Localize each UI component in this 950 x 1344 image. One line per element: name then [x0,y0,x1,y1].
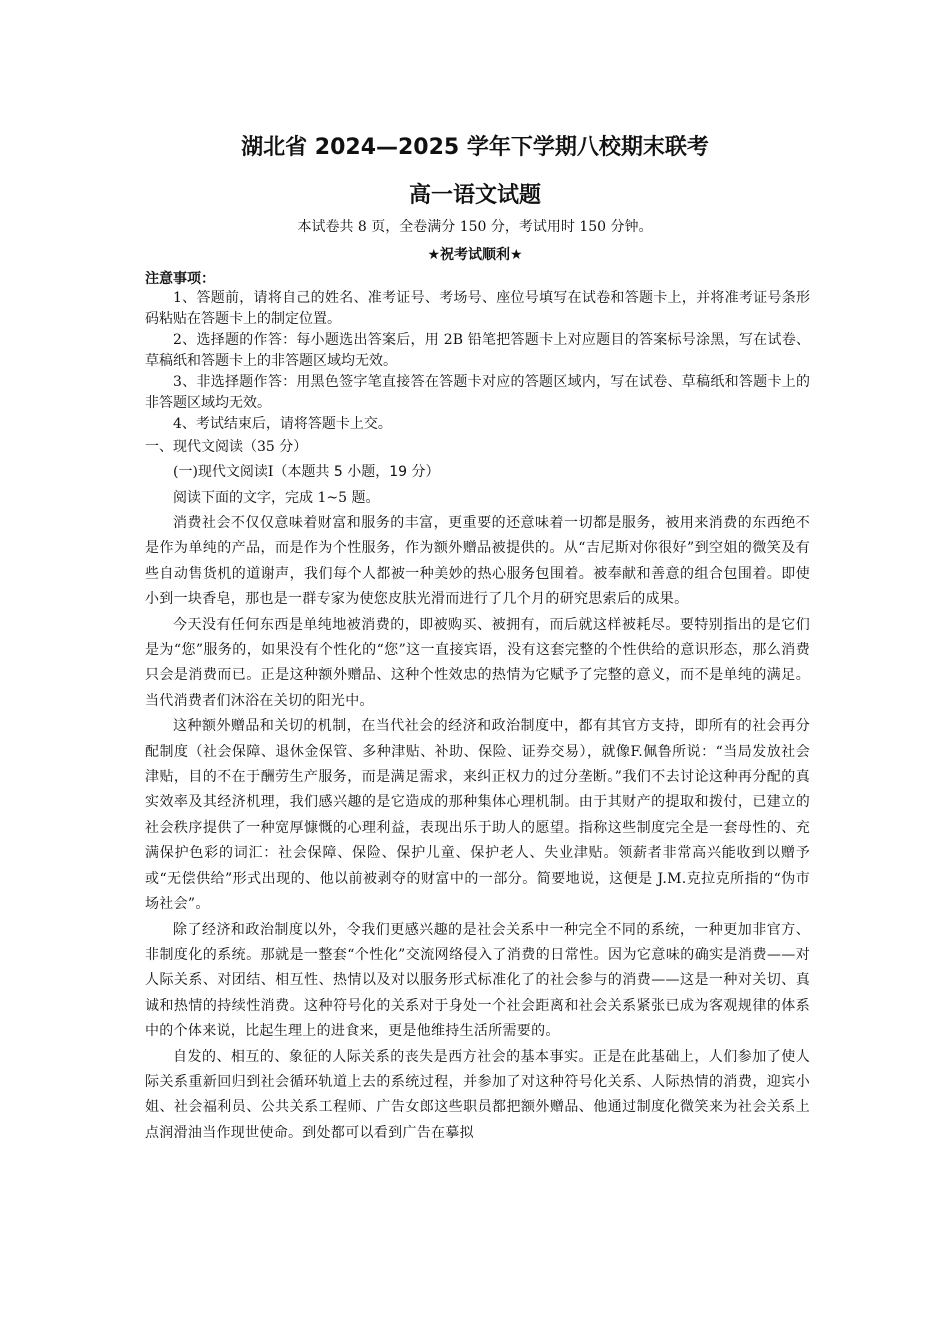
passage-paragraph: 除了经济和政治制度以外，令我们更感兴趣的是社会关系中一种完全不同的系统，一种更加非官方、非制度化的系统。那就是一整套“个性化”交流网络侵入了消费的日常性。因为它意味的确实是消费——对人际关系、对团结、相互性、热情以及对以服务形式标准化了的社会参与的消费——这是一种对关切、真诚和热情的持续性消费。这种符号化的关系对于身处一个社会距离和社会关系紧张已成为客观规律的体系中的个体来说，比起生理上的进食来，更是他维持生活所需要的。 [145,921,810,1040]
notes-heading: 注意事项： [145,271,215,287]
exam-info: 本试卷共 8 页，全卷满分 150 分，考试用时 150 分钟。 [297,219,653,235]
exam-subtitle: 高一语文试题 [408,183,541,208]
exam-wish: ★祝考试顺利★ [427,247,523,263]
passage-paragraph: 这种额外赠品和关切的机制，在当代社会的经济和政治制度中，都有其官方支持，即所有的社会再分配制度（社会保障、退休金保管、多种津贴、补助、保险、证券交易），就像F.佩鲁所说：“当局发放社会津贴，目的不在于酬劳生产服务，而是满足需求，来纠正权力的过分垄断。”我们不去讨论这种再分配的真实效率及其经济机理，我们感兴趣的是它造成的那种集体心理机制。由于其财产的提取和拨付，已建立的社会秩序提供了一种宽厚慷慨的心理利益，表现出乐于助人的愿望。指称这些制度完全是一套母性的、充满保护色彩的词汇：社会保障、保险、保护儿童、保护老人、失业津贴。领薪者非常高兴能收到以赠予或“无偿供给”形式出现的、他以前被剥夺的财富中的一部分。简要地说，这便是 J.M.克拉克所指的“伪市场社会”。 [145,718,810,913]
note-item: 3、非选择题作答：用黑色签字笔直接答在答题卡对应的答题区域内，写在试卷、草稿纸和答题卡上的非答题区域均无效。 [145,374,810,411]
note-item: 2、选择题的作答：每小题选出答案后，用 2B 铅笔把答题卡上对应题目的答案标号涂黑，写在试卷、草稿纸和答题卡上的非答题区域均无效。 [145,332,810,369]
main-content [145,288,810,1146]
subsection-prefix: (一)现代文阅读Ⅰ [173,464,274,480]
note-item: 1、答题前，请将自己的姓名、准考证号、考场号、座位号填写在试卷和答题卡上，并将准考证号条形码粘贴在答题卡上的制定位置。 [145,290,810,327]
passage-paragraph: 今天没有任何东西是单纯地被消费的，即被购买、被拥有，而后就这样被耗尽。要特别指出的是它们是为“您”服务的，如果没有个性化的“您”这一直接宾语，没有这套完整的个性供给的意识形态，那么消费只会是消费而已。正是这种额外赠品、这种个性效忠的热情为它赋予了完整的意义，而不是单纯的满足。当代消费者们沐浴在关切的阳光中。 [145,616,810,709]
reading-instruction: 阅读下面的文字，完成 1~5 题。 [173,490,380,506]
note-item: 4、考试结束后，请将答题卡上交。 [173,416,392,432]
section-heading: 一、现代文阅读（35 分） [145,439,308,455]
subsection-heading [145,459,810,485]
passage-paragraph: 消费社会不仅仅意味着财富和服务的丰富，更重要的还意味着一切都是服务，被用来消费的东西绝不是作为单纯的产品，而是作为个性服务，作为额外赠品被提供的。从“吉尼斯对你很好”到空姐的微笑及有些自动售货机的道谢声，我们每个人都被一种美妙的热心服务包围着。被奉献和善意的组合包围着。即使小到一块香皂，那也是一群专家为使您皮肤光滑而进行了几个月的研究思索后的成果。 [145,515,810,608]
exam-title: 湖北省 2024—2025 学年下学期八校期末联考 [241,135,709,160]
subsection-tail: （本题共 5 小题，19 分） [273,464,440,480]
passage-paragraph: 自发的、相互的、象征的人际关系的丧失是西方社会的基本事实。正是在此基础上，人们参加了使人际关系重新回归到社会循环轨道上去的系统过程，并参加了对这种符号化关系、人际热情的消费，迎宾小姐、社会福利员、公共关系工程师、广告女郎这些职员都把额外赠品、他通过制度化微笑来为社会关系上点润滑油当作现世使命。到处都可以看到广告在摹拟 [145,1048,810,1141]
